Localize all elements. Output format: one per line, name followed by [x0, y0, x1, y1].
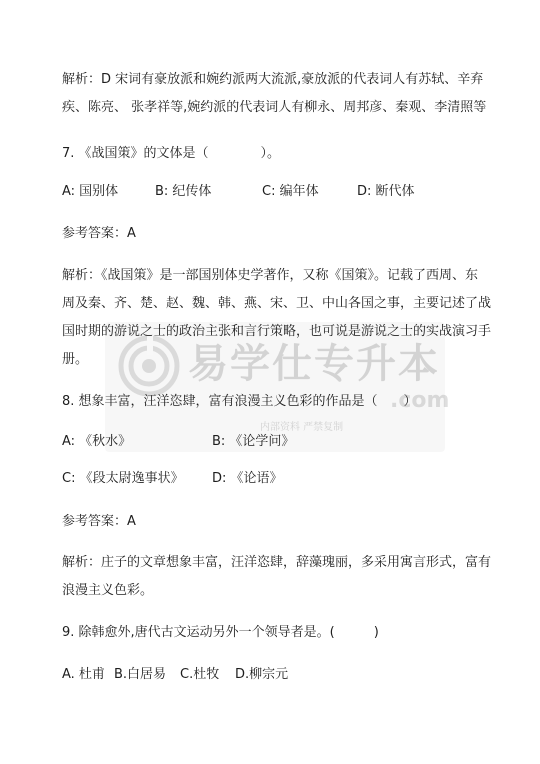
q9-option-a: A. 杜甫 — [62, 667, 105, 682]
q8-option-c: C: 《段太尉逸事状》 — [62, 471, 184, 486]
q8-question: 8. 想象丰富，汪洋恣肆，富有浪漫主义色彩的作品是（ ） — [62, 394, 417, 409]
q9-option-b: B.白居易 — [114, 667, 167, 682]
q6-analysis-line-1: 解析：D 宋词有豪放派和婉约派两大流派,豪放派的代表词人有苏轼、辛弃 — [62, 72, 484, 87]
q6-analysis-line-2: 疾、陈亮、 张孝祥等,婉约派的代表词人有柳永、周邦彦、秦观、李清照等 — [62, 100, 487, 115]
q7-analysis-line-3: 国时期的游说之士的政治主张和言行策略，也可说是游说之士的实战演习手 — [62, 324, 492, 339]
q9-question: 9. 除韩愈外,唐代古文运动另外一个领导者是。( ) — [62, 625, 379, 640]
watermark-subtitle: 内部资料 严禁复制 — [260, 422, 344, 433]
spiral-logo-icon — [118, 335, 180, 397]
q8-answer: 参考答案：A — [62, 514, 136, 529]
q7-analysis-line-2: 周及秦、齐、楚、赵、魏、韩、燕、宋、卫、中山各国之事，主要记述了战 — [62, 296, 492, 311]
q8-option-d: D: 《论语》 — [212, 471, 283, 486]
q7-analysis-line-4: 册。 — [62, 352, 89, 367]
q9-option-d: D.柳宗元 — [235, 667, 289, 682]
q8-option-a: A: 《秋水》 — [62, 434, 132, 449]
watermark-suffix: .com — [390, 388, 450, 413]
watermark-title: 易学仕专升本 — [188, 341, 440, 387]
q7-option-d: D: 断代体 — [357, 184, 415, 199]
q8-analysis-line-1: 解析：庄子的文章想象丰富，汪洋恣肆，辞藻瑰丽，多采用寓言形式，富有 — [62, 555, 492, 570]
q8-analysis-line-2: 浪漫主义色彩。 — [62, 583, 154, 598]
q8-option-b: B: 《论学问》 — [212, 434, 295, 449]
q7-analysis-line-1: 解析：《战国策》是一部国别体史学著作，又称《国策》。记载了西周、东 — [62, 268, 479, 283]
q9-option-c: C.杜牧 — [180, 667, 220, 682]
q7-answer: 参考答案：A — [62, 226, 136, 241]
q7-option-c: C: 编年体 — [262, 184, 319, 199]
q7-option-a: A: 国别体 — [62, 184, 119, 199]
q7-question: 7. 《战国策》的文体是（ ）。 — [62, 146, 281, 161]
q7-option-b: B: 纪传体 — [155, 184, 212, 199]
